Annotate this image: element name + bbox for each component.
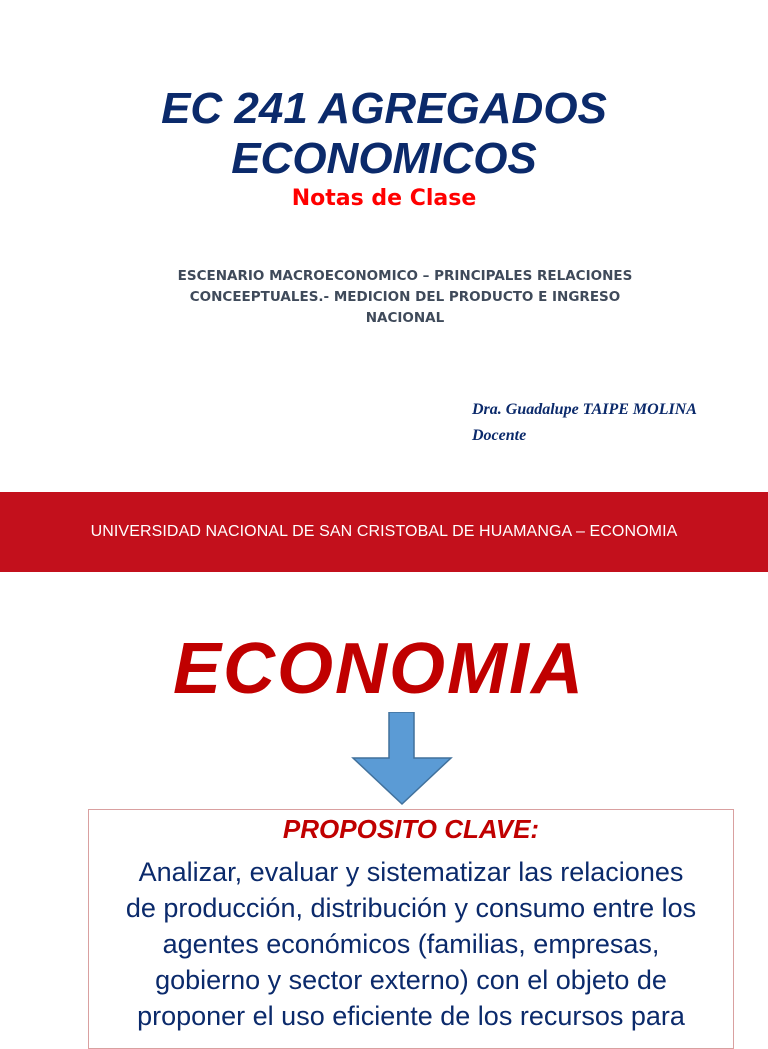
down-arrow-icon [350, 712, 454, 808]
economy-heading: ECONOMIA [173, 629, 585, 709]
key-purpose-line: agentes económicos (familias, empresas, [162, 929, 660, 959]
key-purpose-title: PROPOSITO CLAVE: [282, 814, 540, 844]
university-name: UNIVERSIDAD NACIONAL DE SAN CRISTOBAL DE HUAMANGA – ECONOMIA [90, 523, 678, 540]
course-title [0, 84, 768, 184]
key-purpose-box [88, 809, 734, 1049]
author-name: Dra. Guadalupe TAIPE MOLINA [472, 401, 697, 418]
scenario-description [150, 266, 660, 329]
economy-slide [0, 572, 768, 1031]
key-purpose-text [89, 854, 733, 1034]
course-title-line1: EC 241 AGREGADOS [161, 84, 607, 133]
scenario-line3: NACIONAL [365, 310, 445, 326]
scenario-line2: CONCEEPTUALES.- MEDICION DEL PRODUCTO E INGRESO [189, 289, 621, 305]
author-block [472, 397, 762, 449]
subtitle: Notas de Clase [291, 186, 477, 211]
scenario-line1: ESCENARIO MACROECONOMICO – PRINCIPALES RELACIONES [177, 268, 633, 284]
key-purpose-line: proponer el uso eficiente de los recursos para [137, 1001, 685, 1031]
key-purpose-line: gobierno y sector externo) con el objeto de [155, 965, 667, 995]
key-purpose-line: Analizar, evaluar y sistematizar las relaciones [138, 857, 684, 887]
course-title-line2: ECONOMICOS [231, 134, 537, 183]
author-role: Docente [472, 427, 527, 444]
university-band [0, 492, 768, 572]
key-purpose-line: de producción, distribución y consumo entre los [125, 893, 697, 923]
